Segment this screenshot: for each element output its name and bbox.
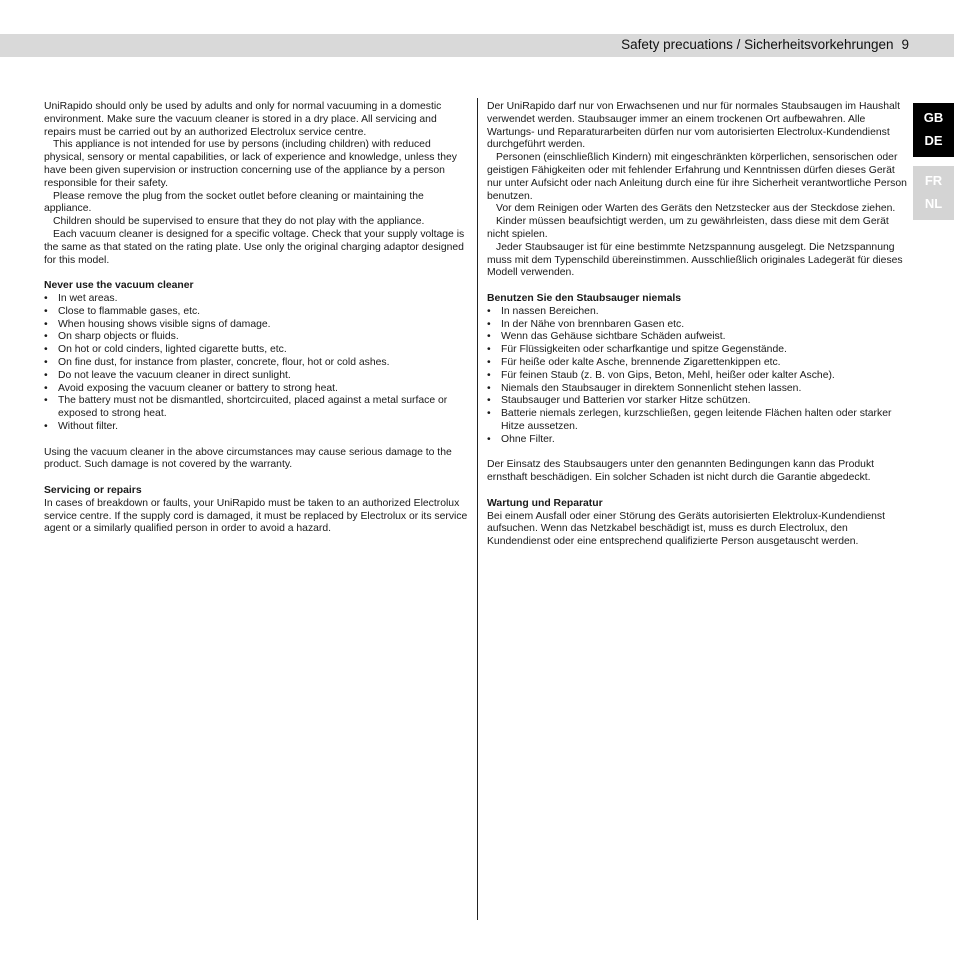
list-item: • Staubsauger und Batterien vor starker Hitze schützen.	[487, 395, 907, 408]
servicing-paragraph: In cases of breakdown or faults, your UniRapido must be taken to an authorized Electrolux service centre. If the supply cord is damaged, it must be replaced by Electrolux or its service agent or a similarly qualified person in order to avoid a hazard.	[44, 497, 468, 535]
section-heading-never-use: Never use the vacuum cleaner	[44, 280, 194, 292]
section-heading-never-use: Benutzen Sie den Staubsauger niemals	[487, 292, 682, 304]
list-item: • In wet areas.	[44, 293, 468, 306]
intro-paragraph: Vor dem Reinigen oder Warten des Geräts den Netzstecker aus der Steckdose ziehen.	[496, 203, 896, 215]
page-title: Safety precuations / Sicherheitsvorkehrungen	[621, 37, 894, 52]
list-item: • Without filter.	[44, 421, 468, 434]
list-item: • Niemals den Staubsauger in direktem Sonnenlicht stehen lassen.	[487, 383, 907, 396]
language-tab-inactive[interactable]	[913, 166, 954, 220]
never-use-list	[44, 293, 468, 434]
language-code-fr: FR	[924, 173, 943, 188]
intro-paragraph: Der UniRapido darf nur von Erwachsenen und nur für normales Staubsaugen im Haushalt verwendet werden. Staubsauger immer an einem trockenen Ort aufbewahren. Alle Wartungs- und Reparaturarbeiten dürfen nur vom autorisierten Electrolux-Kundendienst durchgeführt werden.	[487, 101, 900, 151]
intro-paragraph: Children should be supervised to ensure that they do not play with the appliance.	[53, 216, 425, 228]
section-heading-servicing: Servicing or repairs	[44, 484, 142, 496]
english-column	[44, 101, 468, 536]
list-item: • On fine dust, for instance from plaster, concrete, flour, hot or cold ashes.	[44, 357, 468, 370]
page-header	[621, 37, 909, 52]
list-item: • Avoid exposing the vacuum cleaner or battery to strong heat.	[44, 383, 468, 396]
list-item: • On hot or cold cinders, lighted cigarette butts, etc.	[44, 344, 468, 357]
intro-paragraph: This appliance is not intended for use by persons (including children) with reduced physical, sensory or mental capabilities, or lack of experience and knowledge, unless they have been given supervision or instruction concerning use of the appliance by a person responsible for their safety.	[44, 139, 457, 189]
warranty-note: Der Einsatz des Staubsaugers unter den genannten Bedingungen kann das Produkt ernsthaft beschädigen. Ein solcher Schaden ist nicht durch die Garantie abgedeckt.	[487, 459, 875, 484]
list-item: • In nassen Bereichen.	[487, 306, 907, 319]
page-number: 9	[901, 37, 909, 52]
list-item: • Batterie niemals zerlegen, kurzschließen, gegen leitende Flächen halten oder starker Hitze aussetzen.	[487, 408, 907, 434]
list-item: • Für feinen Staub (z. B. von Gips, Beton, Mehl, heißer oder kalter Asche).	[487, 370, 907, 383]
list-item: • On sharp objects or fluids.	[44, 331, 468, 344]
list-item: • Close to flammable gases, etc.	[44, 306, 468, 319]
language-code-gb: GB	[923, 110, 944, 125]
list-item: • Ohne Filter.	[487, 434, 907, 447]
warranty-note: Using the vacuum cleaner in the above circumstances may cause serious damage to the product. Such damage is not covered by the warranty.	[44, 446, 452, 471]
list-item: • Do not leave the vacuum cleaner in direct sunlight.	[44, 370, 468, 383]
list-item: • When housing shows visible signs of damage.	[44, 319, 468, 332]
language-code-de: DE	[924, 133, 943, 148]
german-column	[487, 101, 907, 549]
list-item: • Für heiße oder kalte Asche, brennende Zigarettenkippen etc.	[487, 357, 907, 370]
list-item: • The battery must not be dismantled, shortcircuited, placed against a metal surface or exposed to strong heat.	[44, 395, 468, 421]
intro-paragraph: Each vacuum cleaner is designed for a specific voltage. Check that your supply voltage is the same as that stated on the rating plate. Use only the original charging adaptor designed for this model.	[44, 228, 465, 266]
intro-paragraph: Jeder Staubsauger ist für eine bestimmte Netzspannung ausgelegt. Die Netzspannung muss mit dem Typenschild übereinstimmen. Ausschließlich originales Ladegerät für dieses Modell verwenden.	[487, 241, 903, 279]
section-heading-servicing: Wartung und Reparatur	[487, 497, 603, 509]
list-item: • In der Nähe von brennbaren Gasen etc.	[487, 319, 907, 332]
column-divider	[477, 98, 478, 920]
servicing-paragraph: Bei einem Ausfall oder einer Störung des Geräts autorisierten Elektrolux-Kundendienst aufsuchen. Wenn das Netzkabel beschädigt ist, muss es durch Electrolux, den Kundendienst oder eine entsprechend qualifizierte Person ausgetauscht werden.	[487, 510, 885, 548]
list-item: • Für Flüssigkeiten oder scharfkantige und spitze Gegenstände.	[487, 344, 907, 357]
list-item: • Wenn das Gehäuse sichtbare Schäden aufweist.	[487, 331, 907, 344]
intro-paragraph: Kinder müssen beaufsichtigt werden, um zu gewährleisten, dass diese mit dem Gerät nicht spielen.	[487, 216, 889, 240]
intro-paragraph: UniRapido should only be used by adults and only for normal vacuuming in a domestic environment. Make sure the vacuum cleaner is stored in a dry place. All servicing and repairs must be carried out by an authorized Electrolux service centre.	[44, 101, 442, 138]
never-use-list	[487, 306, 907, 447]
intro-paragraph: Personen (einschließlich Kindern) mit eingeschränkten körperlichen, sensorischen oder geistigen Fähigkeiten oder mit fehlender Erfahrung und Kenntnissen dürfen dieses Gerät nur unter Aufsicht oder nach Anleitung durch eine für ihre Sicherheit verantwortliche Person benutzen.	[487, 152, 907, 202]
language-tab-active[interactable]	[913, 103, 954, 157]
language-code-nl: NL	[924, 196, 943, 211]
intro-paragraph: Please remove the plug from the socket outlet before cleaning or maintaining the appliance.	[44, 190, 424, 215]
